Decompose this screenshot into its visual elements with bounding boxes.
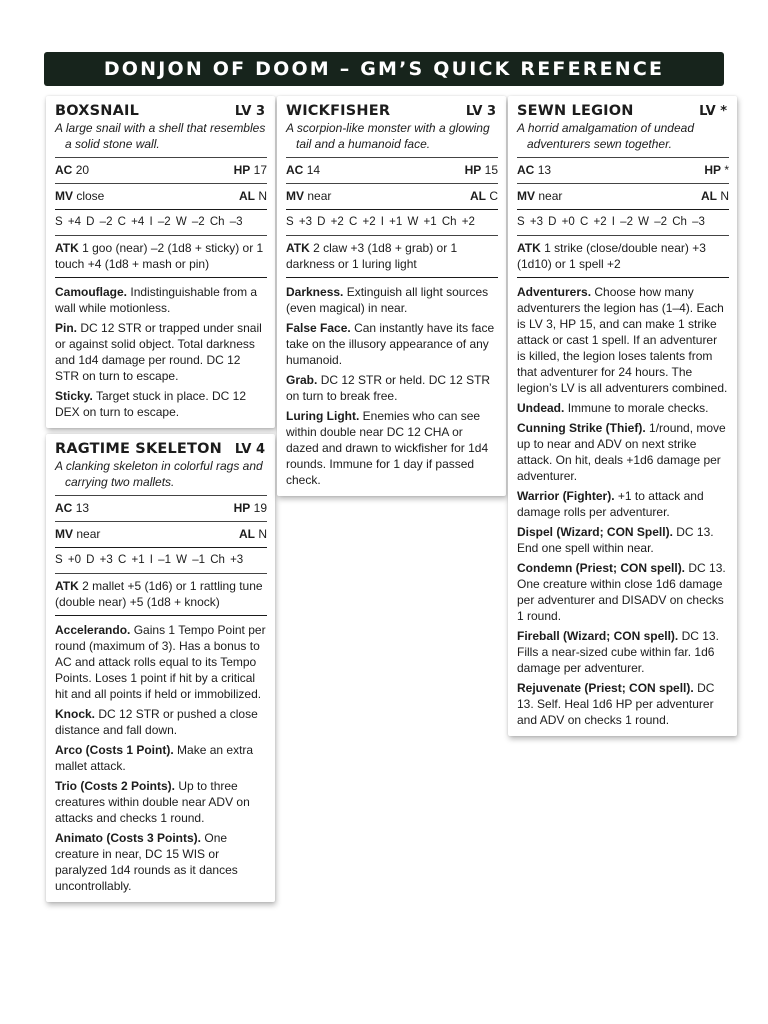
trait-text: One creature in near, DC 15 WIS or paralyzed 1d4 rounds as it dances uncontrollably. <box>55 831 238 893</box>
trait-name: Adventurers. <box>517 285 592 299</box>
monster-name: WICKFISHER <box>286 103 391 119</box>
trait-name: Darkness. <box>286 285 344 299</box>
attack-row <box>55 235 267 277</box>
traits <box>517 277 729 728</box>
monster-level: LV 4 <box>234 442 265 457</box>
trait-name: Knock. <box>55 707 96 721</box>
hp-label: HP <box>464 163 482 177</box>
trait-name: Undead. <box>517 401 565 415</box>
ac-label: AC <box>517 163 535 177</box>
al-value: N <box>258 527 267 541</box>
mv-label: MV <box>517 189 535 203</box>
trait-name: Warrior (Fighter). <box>517 489 615 503</box>
al-label: AL <box>238 527 255 541</box>
ac-hp-row <box>55 157 267 183</box>
trait <box>286 284 498 316</box>
mv-label: MV <box>286 189 304 203</box>
trait-name: Accelerando. <box>55 623 131 637</box>
card-boxsnail <box>46 96 275 428</box>
hp-label: HP <box>704 163 721 177</box>
trait-name: Trio (Costs 2 Points). <box>55 779 176 793</box>
trait <box>55 388 267 420</box>
monster-description: A horrid amalgamation of undead adventurers sewn together. <box>517 121 694 151</box>
traits <box>286 277 498 488</box>
monster-name: BOXSNAIL <box>55 103 140 119</box>
atk-label: ATK <box>286 241 310 255</box>
trait <box>55 320 267 384</box>
trait-name: Camouflage. <box>55 285 128 299</box>
trait-text: DC 12 STR or trapped under snail or against solid object. Total darkness and 1d4 damage per round. DC 12 STR on turn to escape. <box>55 321 262 383</box>
trait <box>286 372 498 404</box>
trait <box>517 488 729 520</box>
mv-label: MV <box>55 189 73 203</box>
hp-label: HP <box>233 501 251 515</box>
atk-label: ATK <box>517 241 541 255</box>
hp-value: 15 <box>484 163 498 177</box>
al-label: AL <box>238 189 255 203</box>
ability-scores: S +0 D +3 C +1 I –1 W –1 Ch +3 <box>55 554 244 566</box>
trait <box>55 284 267 316</box>
trait-text: DC 13. Self. Heal 1d6 HP per adventurer and ADV on checks 1 round. <box>517 681 715 727</box>
trait-text: DC 13. One creature within close 1d6 damage per adventurer and DISADV on checks 1 round. <box>517 561 726 623</box>
trait-text: DC 13. End one spell within near. <box>517 525 714 555</box>
ac-value: 20 <box>75 163 90 177</box>
mv-value: close <box>76 189 105 203</box>
trait <box>517 524 729 556</box>
attack-row <box>55 573 267 615</box>
trait-text: Immune to morale checks. <box>567 401 709 415</box>
trait-text: +1 to attack and damage rolls per adventurer. <box>517 489 704 519</box>
al-value: N <box>720 189 729 203</box>
trait <box>55 830 267 894</box>
trait <box>55 742 267 774</box>
mv-al-row <box>517 183 729 209</box>
monster-description: A clanking skeleton in colorful rags and carrying two mallets. <box>55 459 263 489</box>
trait <box>286 320 498 368</box>
trait <box>517 400 729 416</box>
monster-name: SEWN LEGION <box>517 103 634 119</box>
trait <box>55 778 267 826</box>
atk-label: ATK <box>55 241 79 255</box>
ac-hp-row <box>286 157 498 183</box>
card-header <box>55 441 267 457</box>
atk-value: 1 goo (near) –2 (1d8 + sticky) or 1 touch +4 (1d8 + mash or pin) <box>55 241 264 271</box>
stats-row <box>55 547 267 573</box>
atk-value: 1 strike (close/double near) +3 (1d10) or 1 spell +2 <box>517 241 706 271</box>
ac-value: 13 <box>75 501 90 515</box>
trait-name: False Face. <box>286 321 351 335</box>
trait-name: Sticky. <box>55 389 93 403</box>
hp-label: HP <box>233 163 251 177</box>
trait-text: DC 12 STR or held. DC 12 STR on turn to break free. <box>286 373 491 403</box>
trait-text: 1/round, move up to near and ADV on next strike attack. On hit, deals +1d6 damage per adventurer. <box>517 421 726 483</box>
mv-label: MV <box>55 527 73 541</box>
trait-text: Can instantly have its face take on the illusory appearance of any humanoid. <box>286 321 495 367</box>
trait-text: Extinguish all light sources (even magical) in near. <box>286 285 489 315</box>
trait <box>517 628 729 676</box>
hp-value: * <box>724 163 729 177</box>
al-label: AL <box>700 189 717 203</box>
trait-name: Pin. <box>55 321 78 335</box>
trait <box>517 560 729 624</box>
ability-scores: S +3 D +0 C +2 I –2 W –2 Ch –3 <box>517 216 705 228</box>
card-header <box>517 103 729 119</box>
trait-name: Grab. <box>286 373 318 387</box>
mv-value: near <box>307 189 332 203</box>
trait-name: Condemn (Priest; CON spell). <box>517 561 686 575</box>
mv-al-row <box>55 183 267 209</box>
trait <box>55 706 267 738</box>
ac-label: AC <box>55 163 73 177</box>
trait <box>55 622 267 702</box>
al-value: C <box>489 189 498 203</box>
card-wickfisher <box>277 96 506 496</box>
card-sewn-legion <box>508 96 737 736</box>
monster-description: A scorpion-like monster with a glowing tail and a humanoid face. <box>286 121 490 151</box>
ac-value: 13 <box>537 163 552 177</box>
trait-text: DC 13. Fills a near-sized cube within far. 1d6 damage per adventurer. <box>517 629 719 675</box>
ac-hp-row <box>55 495 267 521</box>
ac-label: AC <box>286 163 304 177</box>
page-banner: DONJON OF DOOM – GM’S QUICK REFERENCE <box>44 52 724 86</box>
atk-value: 2 mallet +5 (1d6) or 1 rattling tune (double near) +5 (1d8 + knock) <box>55 579 263 609</box>
monster-name: RAGTIME SKELETON <box>55 441 222 457</box>
ac-hp-row <box>517 157 729 183</box>
trait-name: Cunning Strike (Thief). <box>517 421 646 435</box>
trait-name: Rejuvenate (Priest; CON spell). <box>517 681 694 695</box>
card-header <box>286 103 498 119</box>
trait-text: Indistinguishable from a wall while motionless. <box>55 285 258 315</box>
monster-description: A large snail with a shell that resembles a solid stone wall. <box>55 121 266 151</box>
mv-al-row <box>55 521 267 547</box>
trait <box>286 408 498 488</box>
traits <box>55 277 267 420</box>
traits <box>55 615 267 894</box>
monster-level: LV 3 <box>234 104 265 119</box>
atk-value: 2 claw +3 (1d8 + grab) or 1 darkness or 1 luring light <box>286 241 458 271</box>
ac-label: AC <box>55 501 73 515</box>
trait-name: Dispel (Wizard; CON Spell). <box>517 525 673 539</box>
trait <box>517 680 729 728</box>
ability-scores: S +4 D –2 C +4 I –2 W –2 Ch –3 <box>55 216 243 228</box>
trait-text: Enemies who can see within double near DC 12 CHA or dazed and drawn to wickfisher for 1d4 rounds. Immune for 1 day if passed check. <box>286 409 489 487</box>
trait-text: DC 12 STR or pushed a close distance and fall down. <box>55 707 258 737</box>
trait <box>517 420 729 484</box>
atk-label: ATK <box>55 579 79 593</box>
trait <box>517 284 729 396</box>
trait-name: Arco (Costs 1 Point). <box>55 743 174 757</box>
trait-name: Animato (Costs 3 Points). <box>55 831 202 845</box>
card-header <box>55 103 267 119</box>
mv-value: near <box>538 189 563 203</box>
monster-level: LV 3 <box>465 104 496 119</box>
attack-row <box>517 235 729 277</box>
trait-text: Choose how many adventurers the legion has (1–4). Each is LV 3, HP 15, and can make 1 strike attack or cast 1 spell. If an adventurer is killed, the legion loses talents from that adventurer for 24 hours. The legion’s LV is all adventurers combined. <box>517 285 728 395</box>
stats-row <box>517 209 729 235</box>
trait-text: Target stuck in place. DC 12 DEX on turn to escape. <box>55 389 247 419</box>
mv-al-row <box>286 183 498 209</box>
trait-text: Gains 1 Tempo Point per round (maximum of 3). Has a bonus to AC and attack rolls equal to its Tempo Points. Loses 1 point if hit by a critical hit and all points if held or immobilized. <box>55 623 266 701</box>
card-ragtime-skeleton <box>46 434 275 902</box>
trait-name: Luring Light. <box>286 409 360 423</box>
trait-text: Up to three creatures within double near ADV on attacks and checks 1 round. <box>55 779 250 825</box>
trait-text: Make an extra mallet attack. <box>55 743 254 773</box>
ac-value: 14 <box>306 163 321 177</box>
stats-row <box>286 209 498 235</box>
monster-level: LV * <box>699 104 727 119</box>
al-label: AL <box>469 189 486 203</box>
trait-name: Fireball (Wizard; CON spell). <box>517 629 679 643</box>
ability-scores: S +3 D +2 C +2 I +1 W +1 Ch +2 <box>286 216 475 228</box>
attack-row <box>286 235 498 277</box>
hp-value: 17 <box>253 163 267 177</box>
mv-value: near <box>76 527 101 541</box>
hp-value: 19 <box>253 501 267 515</box>
al-value: N <box>258 189 267 203</box>
stats-row <box>55 209 267 235</box>
